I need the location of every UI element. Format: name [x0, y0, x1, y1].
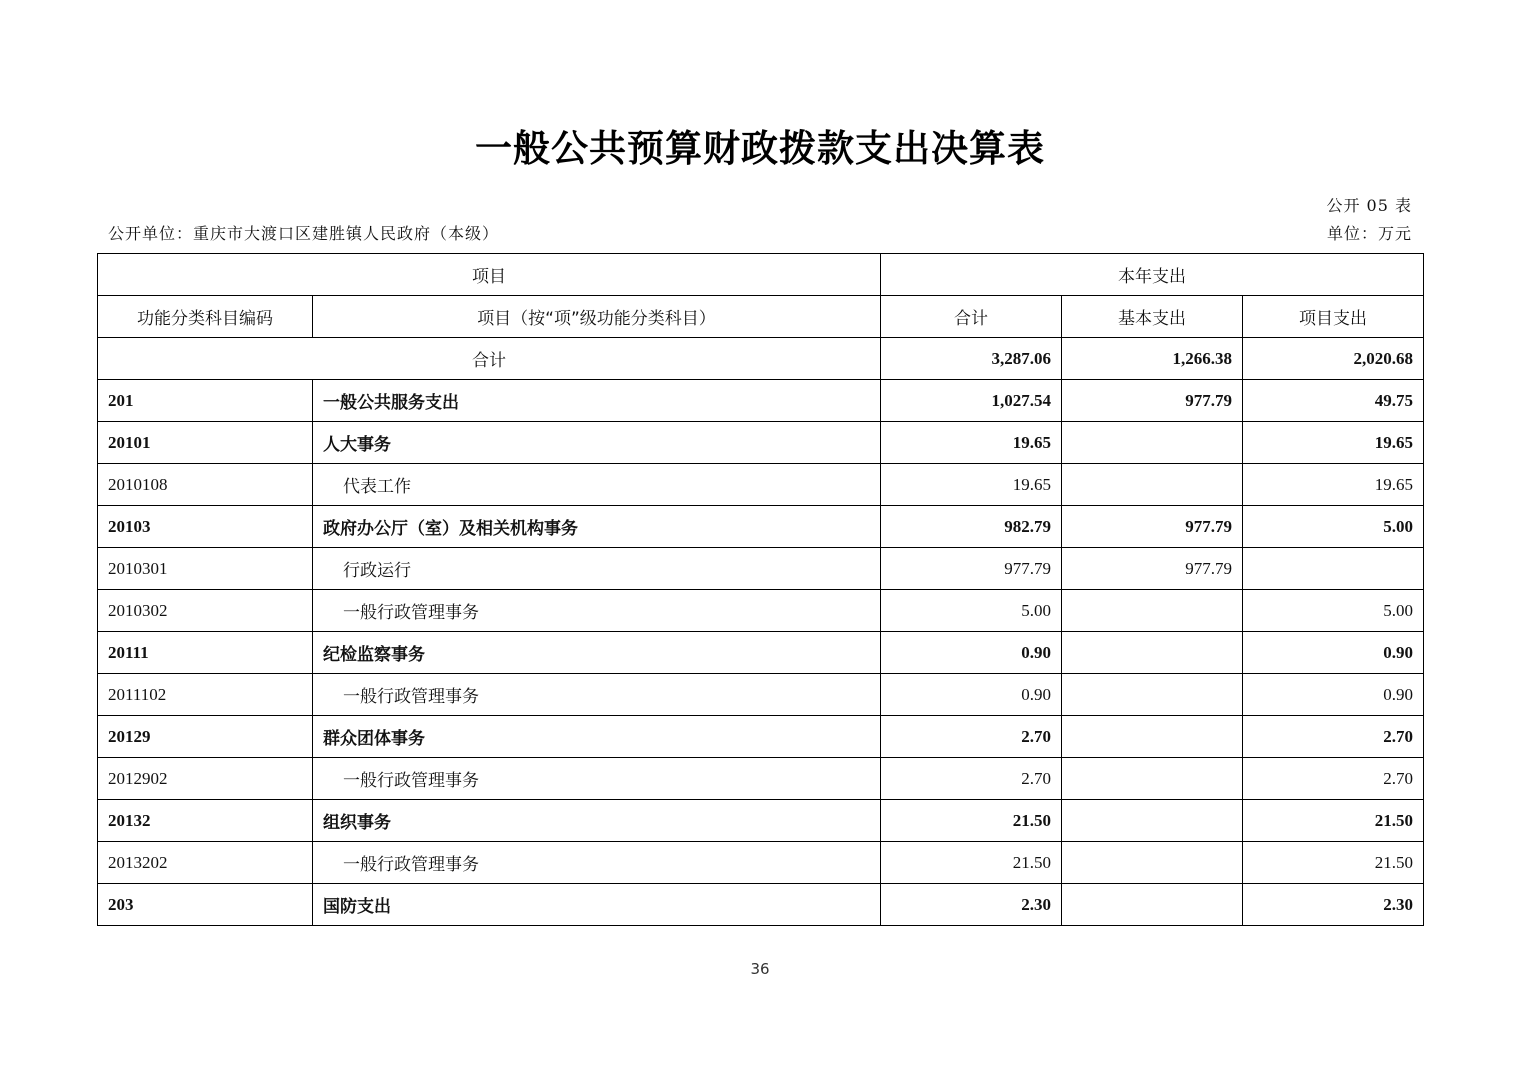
row-basic [1062, 758, 1243, 800]
row-project: 2.70 [1243, 716, 1424, 758]
row-code: 20132 [98, 800, 313, 842]
table-row [98, 674, 1424, 716]
total-project: 2,020.68 [1243, 338, 1424, 380]
row-project: 2.30 [1243, 884, 1424, 926]
row-code: 20101 [98, 422, 313, 464]
row-name: 国防支出 [313, 884, 881, 926]
row-project: 0.90 [1243, 674, 1424, 716]
row-project: 21.50 [1243, 842, 1424, 884]
row-project [1243, 548, 1424, 590]
table-row [98, 884, 1424, 926]
reporting-unit: 公开单位：重庆市大渡口区建胜镇人民政府（本级） [108, 224, 500, 243]
table-row [98, 758, 1424, 800]
table-row [98, 632, 1424, 674]
row-total: 1,027.54 [881, 380, 1062, 422]
row-basic [1062, 590, 1243, 632]
row-project: 49.75 [1243, 380, 1424, 422]
currency-unit: 单位：万元 [1326, 224, 1412, 243]
row-basic [1062, 674, 1243, 716]
row-total: 5.00 [881, 590, 1062, 632]
row-code: 203 [98, 884, 313, 926]
row-project: 5.00 [1243, 590, 1424, 632]
row-project: 5.00 [1243, 506, 1424, 548]
row-name: 一般公共服务支出 [313, 380, 881, 422]
row-project: 2.70 [1243, 758, 1424, 800]
row-code: 2010108 [98, 464, 313, 506]
row-name: 政府办公厅（室）及相关机构事务 [313, 506, 881, 548]
row-code: 2013202 [98, 842, 313, 884]
row-total: 2.70 [881, 758, 1062, 800]
row-total: 2.70 [881, 716, 1062, 758]
header-code: 功能分类科目编码 [98, 296, 313, 338]
table-row [98, 716, 1424, 758]
row-total: 21.50 [881, 842, 1062, 884]
header-project-group: 项目 [98, 254, 881, 296]
row-total: 21.50 [881, 800, 1062, 842]
row-code: 20111 [98, 632, 313, 674]
row-name: 行政运行 [313, 548, 881, 590]
row-project: 19.65 [1243, 464, 1424, 506]
row-code: 2011102 [98, 674, 313, 716]
total-label: 合计 [98, 338, 881, 380]
table-row [98, 464, 1424, 506]
row-project: 19.65 [1243, 422, 1424, 464]
row-name: 人大事务 [313, 422, 881, 464]
row-name: 组织事务 [313, 800, 881, 842]
header-row-columns [98, 296, 1424, 338]
row-basic [1062, 716, 1243, 758]
row-code: 2010301 [98, 548, 313, 590]
header-row-group [98, 254, 1424, 296]
row-total: 982.79 [881, 506, 1062, 548]
total-row [98, 338, 1424, 380]
table-number: 公开 05 表 [1326, 196, 1412, 215]
row-name: 一般行政管理事务 [313, 674, 881, 716]
table-row [98, 380, 1424, 422]
page-number: 36 [750, 960, 770, 978]
row-basic [1062, 884, 1243, 926]
document-title: 一般公共预算财政拨款支出决算表 [475, 127, 1045, 170]
row-code: 2010302 [98, 590, 313, 632]
row-total: 19.65 [881, 422, 1062, 464]
row-name: 代表工作 [313, 464, 881, 506]
row-total: 19.65 [881, 464, 1062, 506]
total-basic: 1,266.38 [1062, 338, 1243, 380]
table-row [98, 422, 1424, 464]
expenditure-table [97, 253, 1424, 926]
row-name: 一般行政管理事务 [313, 758, 881, 800]
table-row [98, 842, 1424, 884]
row-basic: 977.79 [1062, 506, 1243, 548]
row-code: 20103 [98, 506, 313, 548]
row-total: 977.79 [881, 548, 1062, 590]
row-basic: 977.79 [1062, 548, 1243, 590]
row-name: 群众团体事务 [313, 716, 881, 758]
row-name: 一般行政管理事务 [313, 842, 881, 884]
row-project: 21.50 [1243, 800, 1424, 842]
total-sum: 3,287.06 [881, 338, 1062, 380]
row-basic [1062, 842, 1243, 884]
row-code: 2012902 [98, 758, 313, 800]
table-row [98, 590, 1424, 632]
row-basic [1062, 800, 1243, 842]
row-basic [1062, 422, 1243, 464]
row-code: 20129 [98, 716, 313, 758]
row-basic [1062, 464, 1243, 506]
header-name: 项目（按“项”级功能分类科目） [313, 296, 881, 338]
row-code: 201 [98, 380, 313, 422]
row-total: 0.90 [881, 632, 1062, 674]
row-project: 0.90 [1243, 632, 1424, 674]
header-basic: 基本支出 [1062, 296, 1243, 338]
header-project: 项目支出 [1243, 296, 1424, 338]
row-total: 0.90 [881, 674, 1062, 716]
header-total: 合计 [881, 296, 1062, 338]
header-current-year-group: 本年支出 [881, 254, 1424, 296]
row-basic [1062, 632, 1243, 674]
row-total: 2.30 [881, 884, 1062, 926]
row-basic: 977.79 [1062, 380, 1243, 422]
table-row [98, 506, 1424, 548]
table-row [98, 800, 1424, 842]
row-name: 纪检监察事务 [313, 632, 881, 674]
row-name: 一般行政管理事务 [313, 590, 881, 632]
table-row [98, 548, 1424, 590]
